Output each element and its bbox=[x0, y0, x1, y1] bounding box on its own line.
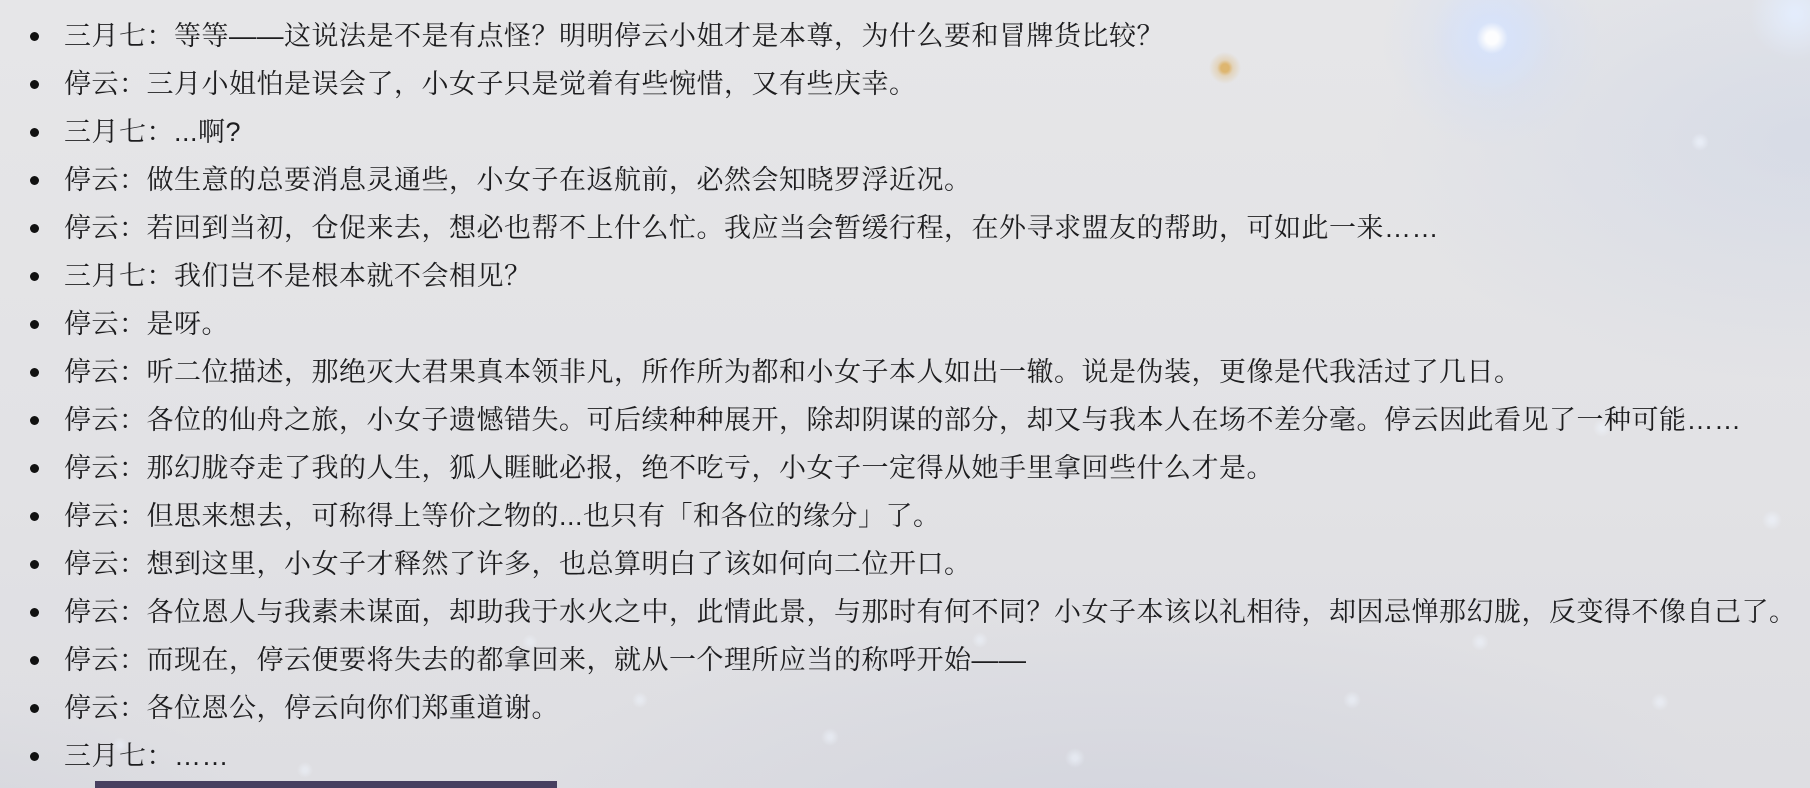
dialogue-line bbox=[0, 300, 1810, 348]
dialogue-line-text: 停云：各位恩公，停云向你们郑重道谢。 bbox=[64, 693, 559, 723]
dialogue-line bbox=[0, 252, 1810, 300]
dialogue-line bbox=[0, 588, 1810, 636]
dialogue-line bbox=[0, 444, 1810, 492]
dialogue-line bbox=[0, 60, 1810, 108]
dialogue-line-text: 三月七：...啊? bbox=[64, 117, 242, 147]
dialogue-line bbox=[0, 540, 1810, 588]
bullet-icon bbox=[30, 464, 39, 473]
dialogue-line-text: 停云：而现在，停云便要将失去的都拿回来，就从一个理所应当的称呼开始—— bbox=[64, 645, 1027, 675]
dialogue-line bbox=[0, 156, 1810, 204]
dialogue-line-text: 停云：听二位描述，那绝灭大君果真本领非凡，所作所为都和小女子本人如出一辙。说是伪装，更像是代我活过了几日。 bbox=[64, 357, 1522, 387]
bullet-icon bbox=[30, 320, 39, 329]
bullet-icon bbox=[30, 752, 39, 761]
dialogue-line-text: 停云：但思来想去，可称得上等价之物的...也只有「和各位的缘分」了。 bbox=[64, 501, 941, 531]
dialogue-line-text: 停云：各位的仙舟之旅，小女子遗憾错失。可后续种种展开，除却阴谋的部分，却又与我本人在场不差分毫。停云因此看见了一种可能…… bbox=[64, 405, 1742, 435]
dialogue-line-text: 停云：各位恩人与我素未谋面，却助我于水火之中，此情此景，与那时有何不同？小女子本该以礼相待，却因忌惮那幻胧，反变得不像自己了。 bbox=[64, 597, 1797, 627]
bullet-icon bbox=[30, 272, 39, 281]
dialogue-line-text: 停云：那幻胧夺走了我的人生，狐人睚眦必报，绝不吃亏，小女子一定得从她手里拿回些什么才是。 bbox=[64, 453, 1274, 483]
bullet-icon bbox=[30, 416, 39, 425]
dialogue-line-text: 三月七：…… bbox=[64, 741, 229, 771]
dialogue-line bbox=[0, 108, 1810, 156]
dialogue-line bbox=[0, 348, 1810, 396]
bottom-edge-bar bbox=[95, 781, 557, 788]
dialogue-line bbox=[0, 636, 1810, 684]
dialogue-line bbox=[0, 204, 1810, 252]
dialogue-line-text: 停云：若回到当初，仓促来去，想必也帮不上什么忙。我应当会暂缓行程，在外寻求盟友的帮助，可如此一来…… bbox=[64, 213, 1439, 243]
dialogue-line-text: 停云：三月小姐怕是误会了，小女子只是觉着有些惋惜，又有些庆幸。 bbox=[64, 69, 917, 99]
dialogue-line bbox=[0, 684, 1810, 732]
bullet-icon bbox=[30, 704, 39, 713]
bullet-icon bbox=[30, 80, 39, 89]
bullet-icon bbox=[30, 32, 39, 41]
dialogue-line bbox=[0, 396, 1810, 444]
dialogue-line-text: 停云：做生意的总要消息灵通些，小女子在返航前，必然会知晓罗浮近况。 bbox=[64, 165, 972, 195]
bullet-icon bbox=[30, 176, 39, 185]
dialogue-line bbox=[0, 732, 1810, 780]
bullet-icon bbox=[30, 560, 39, 569]
bullet-icon bbox=[30, 224, 39, 233]
dialogue-line bbox=[0, 492, 1810, 540]
bullet-icon bbox=[30, 512, 39, 521]
dialogue-line-text: 停云：想到这里，小女子才释然了许多，也总算明白了该如何向二位开口。 bbox=[64, 549, 972, 579]
dialogue-line-text: 三月七：等等——这说法是不是有点怪？明明停云小姐才是本尊，为什么要和冒牌货比较？ bbox=[64, 21, 1164, 51]
dialogue-line-text: 停云：是呀。 bbox=[64, 309, 229, 339]
bullet-icon bbox=[30, 128, 39, 137]
bullet-icon bbox=[30, 608, 39, 617]
bullet-icon bbox=[30, 368, 39, 377]
bullet-icon bbox=[30, 656, 39, 665]
dialogue-line-text: 三月七：我们岂不是根本就不会相见？ bbox=[64, 261, 532, 291]
dialogue-line bbox=[0, 12, 1810, 60]
